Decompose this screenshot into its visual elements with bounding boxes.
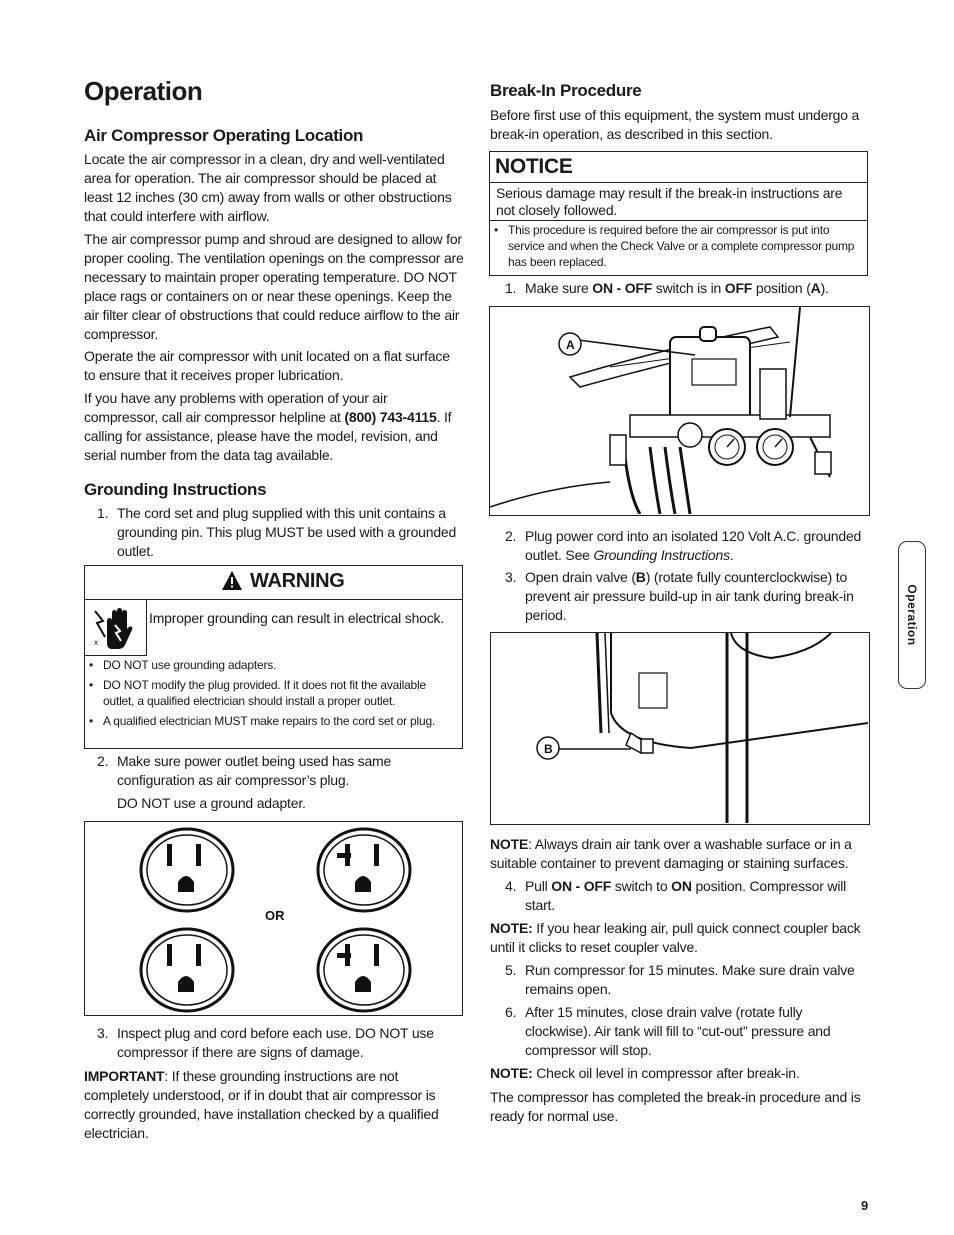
warning-bullet: • A qualified electrician MUST make repairs to the cord set or plug. (85, 713, 460, 729)
list-item: 5. Run compressor for 15 minutes. Make sure drain valve remains open. (505, 962, 855, 997)
svg-text:x: x (94, 638, 98, 647)
outlet-figure (84, 821, 463, 1016)
paragraph: Before first use of this equipment, the system must undergo a break-in operation, as described in this section. (490, 107, 860, 142)
warning-triangle-icon (221, 570, 243, 591)
outlet-2prong-icon (141, 829, 233, 911)
compressor-switch-illustration (490, 307, 868, 514)
list-item: 2. Make sure power outlet being used has same configuration as air compressor’s plug. (97, 753, 392, 788)
outlet-illustration (85, 822, 461, 1014)
note-paragraph: NOTE: Always drain air tank over a washable surface or in a suitable container to prevent damaging or staining surfaces. (490, 836, 852, 871)
paragraph: Operate the air compressor with unit located on a flat surface to ensure that it receives proper lubrication. (84, 348, 450, 383)
closing-paragraph: The compressor has completed the break-in procedure and is ready for normal use. (490, 1089, 861, 1124)
list-item: 1. Make sure ON - OFF switch is in OFF position (A). (505, 280, 829, 296)
helpline-phone: (800) 743-4115 (344, 409, 437, 425)
list-item: 4. Pull ON - OFF switch to ON position. Compressor will start. (505, 878, 847, 913)
page-title: Operation (84, 76, 203, 106)
warning-text: Improper grounding can result in electrical shock. (149, 610, 445, 626)
notice-title: NOTICE (495, 155, 573, 178)
section-heading-location: Air Compressor Operating Location (84, 126, 364, 145)
notice-header (490, 152, 867, 183)
step-note: DO NOT use a ground adapter. (117, 795, 306, 811)
drain-valve-figure (490, 632, 870, 825)
list-item: 3. Open drain valve (B) (rotate fully counterclockwise) to prevent air pressure build-up in air tank during break-in period. (505, 569, 854, 623)
page-number: 9 (861, 1198, 869, 1213)
section-heading-breakin: Break-In Procedure (490, 81, 642, 100)
pressure-switch-figure (489, 306, 870, 516)
warning-header (85, 566, 462, 600)
outlet-tprong-icon (318, 929, 410, 1011)
list-item: 6. After 15 minutes, close drain valve (rotate fully clockwise). Air tank will fill to “cut-out” pressure and compressor will stop. (505, 1004, 831, 1058)
callout-b-label: B (544, 742, 553, 756)
outlet-tprong-icon (318, 829, 410, 911)
outlet-2prong-icon (141, 929, 233, 1011)
note-paragraph: NOTE: Check oil level in compressor after break-in. (490, 1065, 800, 1081)
list-item: 2. Plug power cord into an isolated 120 Volt A.C. grounded outlet. See Grounding Instructions. (505, 528, 862, 563)
section-side-tab (898, 541, 926, 689)
section-heading-grounding: Grounding Instructions (84, 480, 267, 499)
notice-text: Serious damage may result if the break-in instructions are not closely followed. (496, 185, 843, 218)
warning-bullet: • DO NOT use grounding adapters. (85, 657, 460, 673)
note-paragraph: NOTE: If you hear leaking air, pull quick connect coupler back until it clicks to reset coupler valve. (490, 920, 861, 955)
shock-hazard-icon (85, 599, 147, 656)
important-paragraph: IMPORTANT: If these grounding instructions are not completely understood, or if in doubt that air compressor is correctly grounded, have installation checked by a qualified electrician. (84, 1068, 439, 1141)
list-item: 1. The cord set and plug supplied with this unit contains a grounding pin. This plug MUST be used with a grounded outlet. (97, 505, 457, 559)
side-tab-label: Operation (905, 584, 919, 646)
or-label: OR (265, 908, 285, 923)
list-item: 3. Inspect plug and cord before each use. DO NOT use compressor if there are signs of damage. (97, 1025, 434, 1060)
notice-bullet: • This procedure is required before the air compressor is put into service and when the Check Valve or a complete compressor pump has been replaced. (490, 222, 868, 270)
callout-a-label: A (566, 338, 575, 352)
warning-title: WARNING (250, 570, 345, 592)
paragraph: The air compressor pump and shroud are designed to allow for proper cooling. The ventilation openings on the compressor are necessary to maintain proper operating temperature. DO NOT place rags or containers on or near these openings. Keep the air filter clear of obstructions that could reduce airflow to the air compressor. (84, 231, 464, 342)
notice-box (489, 151, 868, 276)
drain-valve-illustration (491, 633, 868, 823)
warning-box (84, 565, 463, 749)
warning-bullet: • DO NOT modify the plug provided. If it does not fit the available outlet, a qualified electrician should install a proper outlet. (85, 677, 460, 709)
paragraph: Locate the air compressor in a clean, dry and well-ventilated area for operation. The air compressor should be placed at least 12 inches (30 cm) away from walls or other obstructions that could interfere with airflow. (84, 151, 452, 224)
paragraph-helpline: If you have any problems with operation of your air compressor, call air compressor helpline at (800) 743-4115. If calling for assistance, please have the model, revision, and serial number from the data tag available. (84, 390, 452, 463)
